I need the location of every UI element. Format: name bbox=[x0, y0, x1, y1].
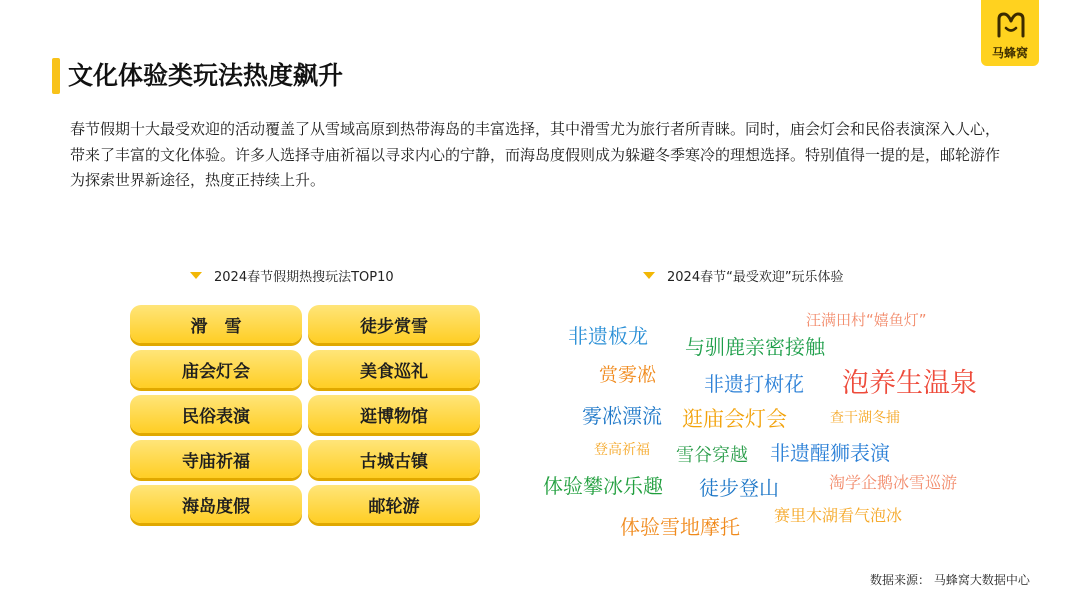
top10-item: 古城古镇 bbox=[308, 440, 480, 478]
top10-item: 徒步赏雪 bbox=[308, 305, 480, 343]
right-panel-heading bbox=[643, 266, 844, 285]
word-cloud-item: 查干湖冬捕 bbox=[830, 410, 900, 426]
mafengwo-logo-icon bbox=[996, 12, 1026, 38]
word-cloud-item: 体验雪地摩托 bbox=[620, 515, 740, 539]
body-paragraph: 春节假期十大最受欢迎的活动覆盖了从雪域高原到热带海岛的丰富选择，其中滑雪尤为旅行者所青睐。同时，庙会灯会和民俗表演深入人心，带来了丰富的文化体验。许多人选择寺庙祈福以寻求内心的宁静，而海岛度假则成为躲避冬季寒冷的理想选择。特别值得一提的是，邮轮游作为探索世界新途径，热度正持续上升。 bbox=[70, 120, 1001, 189]
word-cloud-item: 雪谷穿越 bbox=[676, 445, 748, 466]
word-cloud-item: 逛庙会灯会 bbox=[682, 407, 787, 431]
word-cloud-item: 非遗醒狮表演 bbox=[770, 441, 890, 465]
title-accent-bar bbox=[52, 58, 60, 94]
top10-item: 逛博物馆 bbox=[308, 395, 480, 433]
data-source-note: 数据来源： 马蜂窝大数据中心 bbox=[870, 573, 1030, 587]
left-panel-heading-text: 2024春节假期热搜玩法TOP10 bbox=[214, 270, 394, 285]
word-cloud-item: 体验攀冰乐趣 bbox=[543, 474, 663, 498]
top10-item: 民俗表演 bbox=[130, 395, 302, 433]
triangle-bullet-icon bbox=[643, 272, 655, 279]
top10-item: 海岛度假 bbox=[130, 485, 302, 523]
top10-item: 美食巡礼 bbox=[308, 350, 480, 388]
word-cloud-item: 雾凇漂流 bbox=[582, 404, 662, 428]
word-cloud-item: 泡养生温泉 bbox=[842, 368, 977, 399]
word-cloud-item: 徒步登山 bbox=[699, 476, 779, 500]
brand-name: 马蜂窝 bbox=[991, 46, 1028, 60]
top10-item: 庙会灯会 bbox=[130, 350, 302, 388]
left-panel-heading bbox=[190, 266, 394, 285]
word-cloud-item: 汪满田村“嬉鱼灯” bbox=[806, 311, 927, 329]
word-cloud-item: 非遗打树花 bbox=[704, 372, 804, 396]
word-cloud-item: 非遗板龙 bbox=[568, 324, 648, 348]
word-cloud-item: 登高祈福 bbox=[594, 442, 650, 458]
word-cloud-item: 与驯鹿亲密接触 bbox=[685, 335, 825, 359]
top10-item: 滑 雪 bbox=[130, 305, 302, 343]
word-cloud-item: 赏雾凇 bbox=[599, 364, 657, 386]
right-panel-heading-text: 2024春节“最受欢迎”玩乐体验 bbox=[667, 270, 844, 285]
triangle-bullet-icon bbox=[190, 272, 202, 279]
word-cloud-item: 赛里木湖看气泡冰 bbox=[774, 506, 903, 525]
page-title: 文化体验类玩法热度飙升 bbox=[68, 61, 344, 90]
word-cloud-item: 淘学企鹅冰雪巡游 bbox=[829, 473, 958, 492]
top10-item: 邮轮游 bbox=[308, 485, 480, 523]
top10-item: 寺庙祈福 bbox=[130, 440, 302, 478]
brand-logo bbox=[981, 0, 1039, 66]
